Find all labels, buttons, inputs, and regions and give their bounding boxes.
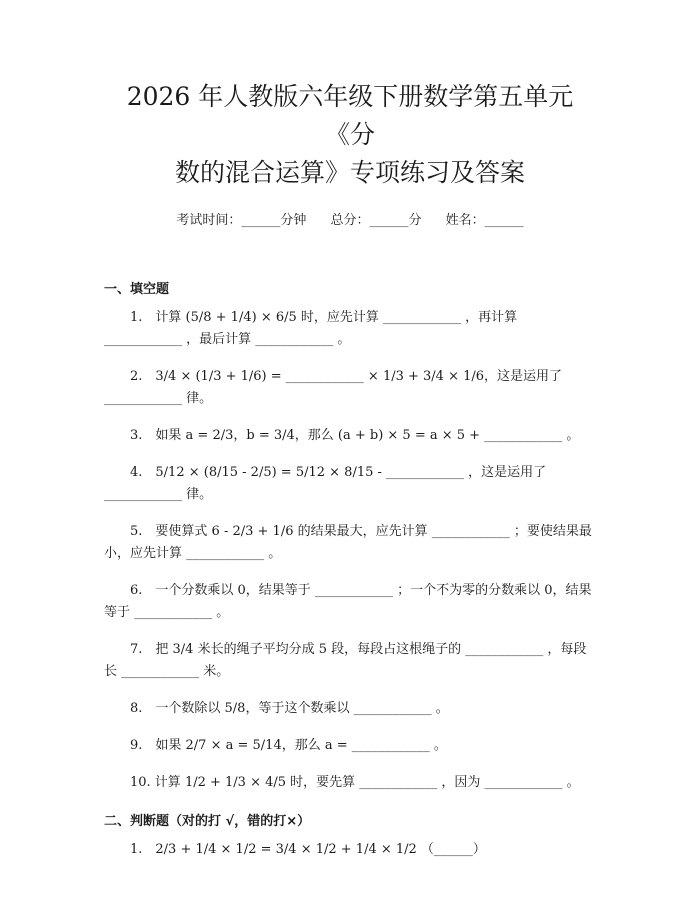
question-7: 7. 把 3/4 米长的绳子平均分成 5 段，每段占这根绳子的 ____________ ，每段长 ____________ 米。 <box>104 642 587 679</box>
question-9: 9. 如果 2/7 × a = 5/14，那么 a = ____________ 。 <box>130 738 447 753</box>
student-name-field: 姓名：______ <box>445 213 524 228</box>
section-fill-blank-title: 一、填空题 <box>104 282 170 297</box>
question-4: 4. 5/12 × (8/15 - 2/5) = 5/12 × 8/15 - ____________ ，这是运用了 ____________ 律。 <box>104 465 547 502</box>
exam-time-field: 考试时间：______分钟 <box>176 213 307 228</box>
question-10: 10. 计算 1/2 + 1/3 × 4/5 时，要先算 ____________ ，因为 ____________ 。 <box>130 775 580 790</box>
question-1: 1. 计算 (5/8 + 1/4) × 6/5 时，应先计算 ____________ ，再计算 ____________ ，最后计算 ____________ 。 <box>104 310 518 347</box>
tf-question-1: 1. 2/3 + 1/4 × 1/2 = 3/4 × 1/2 + 1/4 × 1/2 （______） <box>130 842 486 857</box>
total-score-field: 总分：______分 <box>330 213 422 228</box>
document-title <box>104 78 596 192</box>
question-5: 5. 要使算式 6 - 2/3 + 1/6 的结果最大，应先计算 ____________ ；要使结果最小，应先计算 ____________ 。 <box>104 524 592 561</box>
exam-meta <box>104 212 596 230</box>
title-line-2: 数的混合运算》专项练习及答案 <box>174 158 525 187</box>
section-true-false-title: 二、判断题（对的打 √，错的打×） <box>104 814 311 829</box>
title-line-1: 2026 年人教版六年级下册数学第五单元《分 <box>126 82 574 149</box>
question-3: 3. 如果 a = 2/3，b = 3/4，那么 (a + b) × 5 = a × 5 + ____________ 。 <box>130 428 580 443</box>
question-6: 6. 一个分数乘以 0，结果等于 ____________ ；一个不为零的分数乘以 0，结果等于 ____________ 。 <box>104 583 592 620</box>
question-2: 2. 3/4 × (1/3 + 1/6) = ____________ × 1/3 + 3/4 × 1/6，这是运用了 ____________ 律。 <box>104 369 563 406</box>
question-8: 8. 一个数除以 5/8，等于这个数乘以 ____________ 。 <box>130 701 449 716</box>
